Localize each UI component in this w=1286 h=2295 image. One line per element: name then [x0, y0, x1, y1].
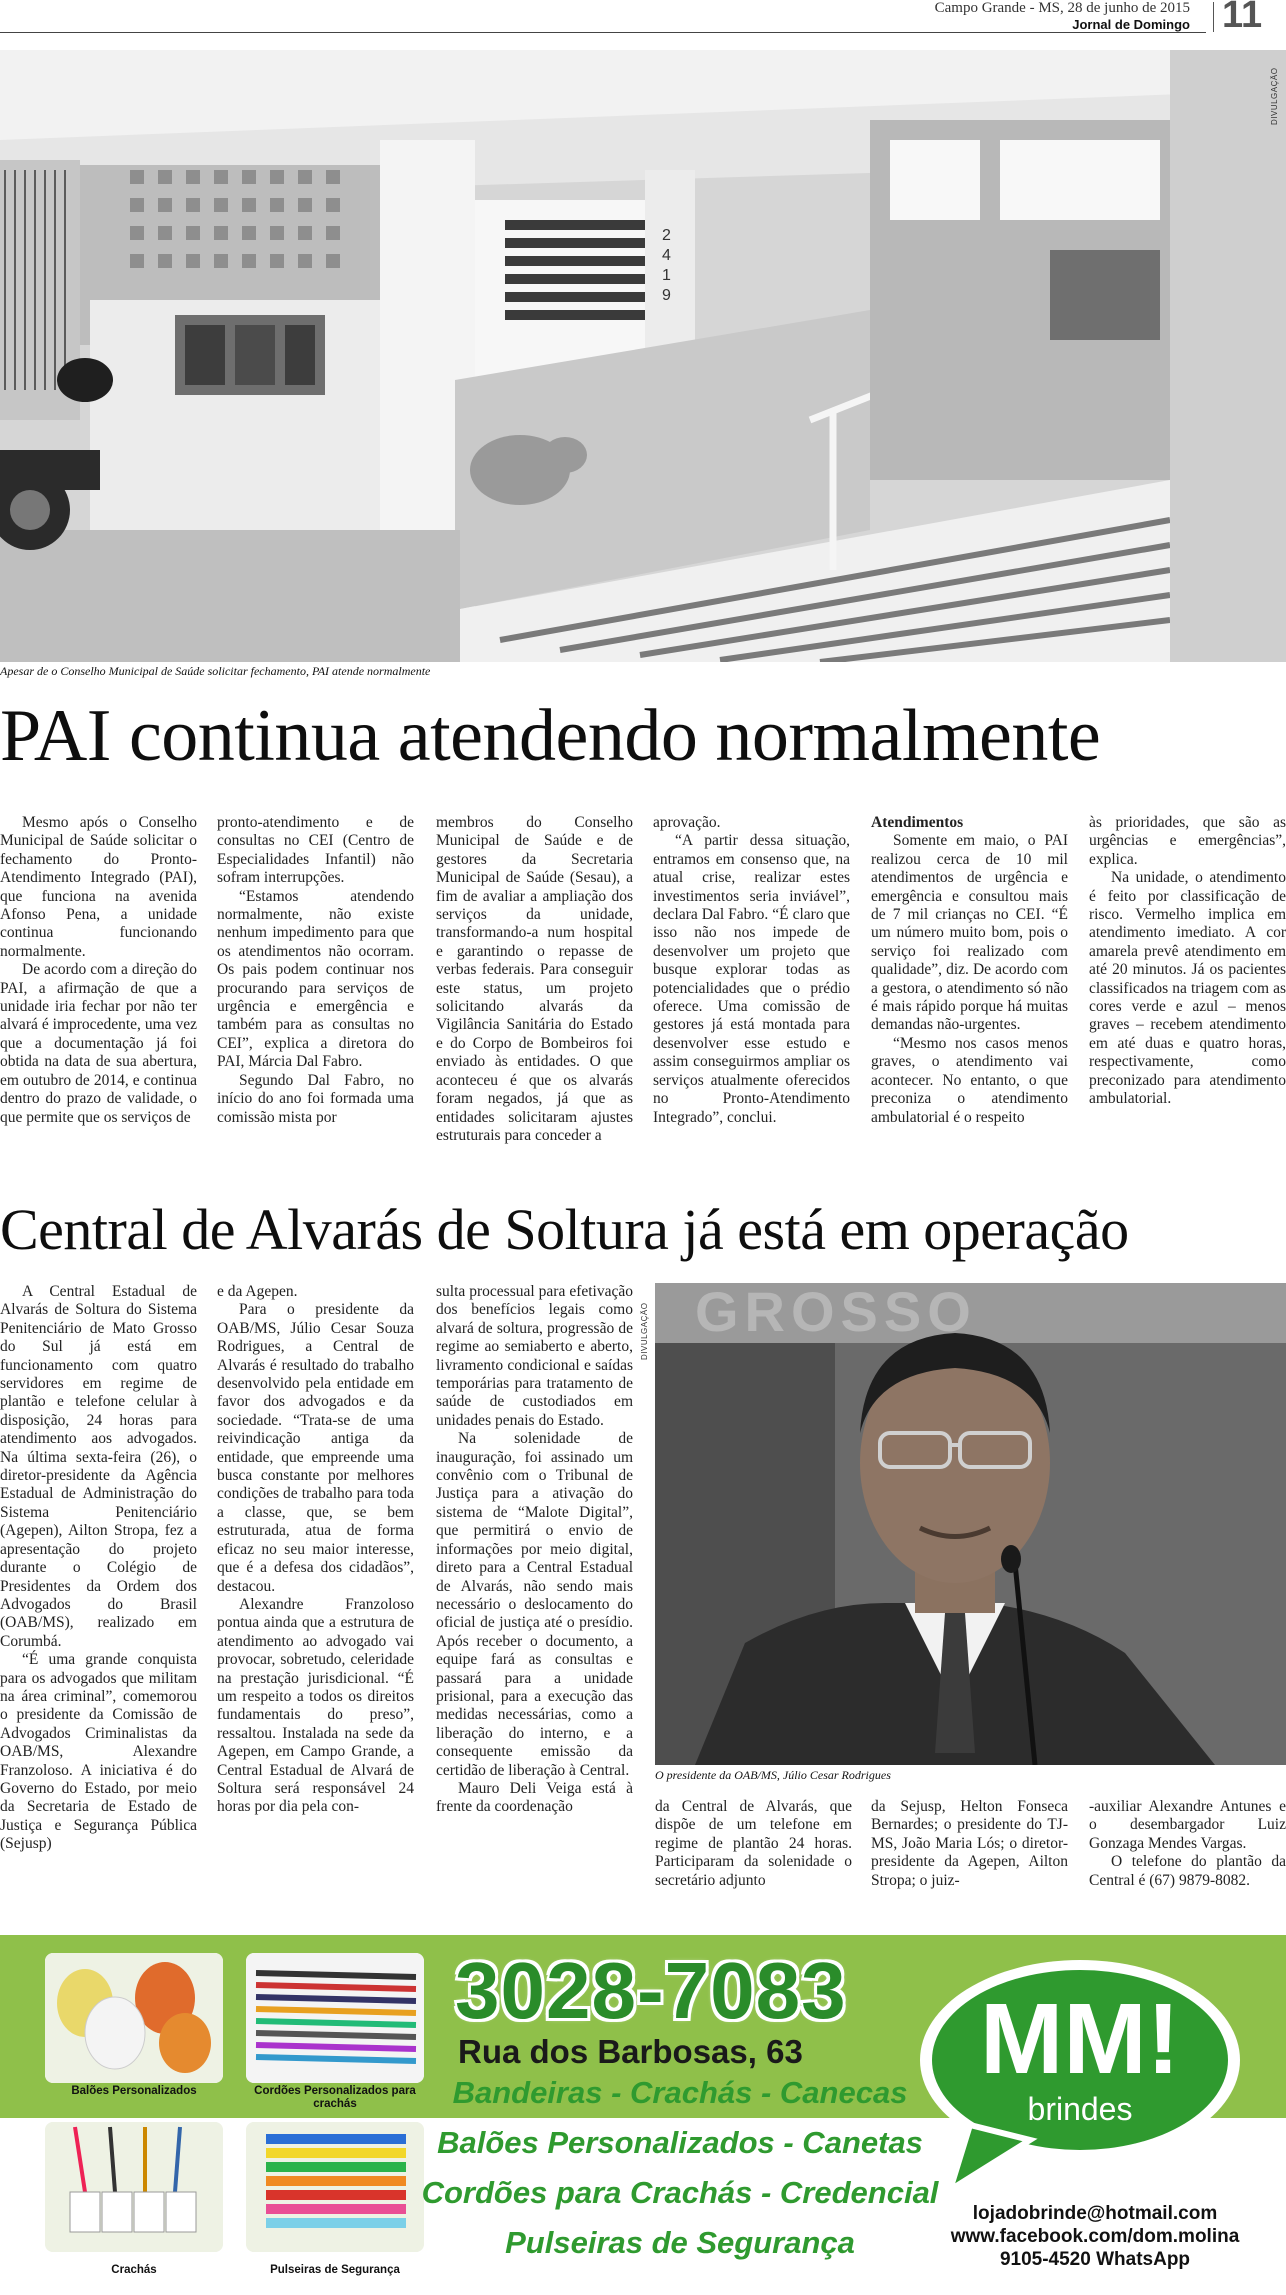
photo-oab-president	[655, 1283, 1286, 1765]
logo-text: MM!	[980, 1983, 1180, 2095]
photo2-caption: O presidente da OAB/MS, Júlio Cesar Rodrigues	[655, 1768, 891, 1782]
subhead-atendimentos: Atendimentos	[871, 814, 964, 831]
badges-image	[45, 2122, 223, 2252]
mm-brindes-logo	[915, 1955, 1245, 2200]
newspaper-name: Jornal de Domingo	[1072, 17, 1190, 32]
photo-pai-building	[0, 50, 1286, 662]
svg-text:1: 1	[662, 267, 671, 284]
wristbands-image	[246, 2122, 424, 2252]
article2-column-1: A Central Estadual de Alvarás de Soltura do Sistema Penitenciário de Mato Grosso do Sul já está em funcionamento com quatro servidores em regime de plantão e telefone celular à disposição, 24 horas para atendimento aos advogados. Na última sexta-feira (26), o diretor-presidente da Agência Estadual de Administração do Sistema Penitenciário (Agepen), Ailton Stropa, fez a apresentação do projeto durante o Colégio de Presidentes da Ordem dos Advogados do Brasil (OAB/MS), realizado em Corumbá. “É uma grande conquista para os advogados que militam na área criminal”, comemorou o presidente da Comissão de Advogados Criminalistas da OAB/MS, Alexandre Franzoloso. A iniciativa é do Governo do Estado, por meio da Secretaria de Estado de Justiça e Segurança Pública (Sejusp)	[0, 1283, 197, 1853]
ad-product-line-2: Balões Personalizados - Canetas	[437, 2125, 923, 2160]
article1-column-4: aprovação. “A partir dessa situação, entramos em consenso que, na atual crise, realizar estes investimentos seria inviável”, declara Dal Fabro. “É claro que isso não nos impede de desenvolver um projeto que busque explorar todas as potencialidades que o prédio oferece. Uma comissão de gestores já está montada para desenvolver esse estudo e assim conseguirmos ampliar os serviços atualmente oferecidos no Pronto-Atendimento Integrado”, conclui.	[653, 814, 850, 1126]
photo-credit: DIVULGAÇÃO	[1270, 67, 1279, 125]
balloons-image	[45, 1953, 223, 2083]
headline-pai: PAI continua atendendo normalmente	[0, 695, 1101, 777]
article1-column-5: Atendimentos Somente em maio, o PAI realizou cerca de 10 mil atendimentos de urgência e emergência e consultou mais de 7 mil crianças no CEI. “É um número muito bom, pois o serviço foi realizado com qualidade”, diz. De acordo com a gestora, o atendimento só não é mais rápido porque há muitas demandas não-urgentes. “Mesmo nos casos menos graves, o atendimento vai acontecer. No entanto, o que preconiza o atendimento ambulatorial é o respeito	[871, 814, 1068, 1126]
article2-column-2: e da Agepen. Para o presidente da OAB/MS, Júlio Cesar Souza Rodrigues, a Central de Alvarás é resultado do trabalho desenvolvido pela entidade em favor dos advogados e da sociedade. “Trata-se de uma reivindicação antiga da entidade, que empreende uma busca constante por melhores condições de trabalho para toda a classe, que, se bem estruturada, atua de forma eficaz no seu maior interesse, que é a defesa dos cidadãos”, destacou. Alexandre Franzoloso pontua ainda que a estrutura de atendimento ao advogado vai provocar, sobretudo, celeridade na prestação jurisdicional. “É um respeito a todos os direitos fundamentais do preso”, ressaltou. Instalada na sede da Agepen, em Campo Grande, a Central Estadual de Alvará de Soltura será responsável 24 horas por dia pela con-	[217, 1283, 414, 1816]
svg-text:9: 9	[662, 287, 671, 304]
thumb-label-baloes: Balões Personalizados	[71, 2085, 197, 2097]
thumb-label-pulseiras: Pulseiras de Segurança	[270, 2264, 400, 2276]
article1-column-2: pronto-atendimento e de consultas no CEI (Centro de Especialidades Infantil) não sofram interrupções. “Estamos atendendo normalmente, não existe nenhum impedimento para que os atendimentos não ocorram. Os pais podem continuar nos procurando para serviços de urgência e emergência e também para as consultas no CEI”, explica a diretora do PAI, Márcia Dal Fabro. Segundo Dal Fabro, no início do ano foi formada uma comissão mista por	[217, 814, 414, 1126]
photo-caption: Apesar de o Conselho Municipal de Saúde solicitar fechamento, PAI atende normalmente	[0, 664, 431, 678]
thumb-label-crachas: Crachás	[111, 2264, 157, 2276]
header-rule	[0, 32, 1206, 33]
ad-address: Rua dos Barbosas, 63	[458, 2033, 803, 2070]
thumb-label-cordoes: Cordões Personalizados para crachás	[254, 2085, 416, 2110]
ad-product-line-4: Pulseiras de Segurança	[505, 2225, 855, 2260]
article2-column-5: da Sejusp, Helton Fonseca Bernardes; o presidente do TJ-MS, João Maria Lós; o diretor-presidente da Agepen, Ailton Stropa; o juiz-	[871, 1798, 1068, 1889]
ad-whatsapp: 9105-4520 WhatsApp	[999, 2249, 1191, 2270]
headline-central-alvaras: Central de Alvarás de Soltura já está em operação	[0, 1197, 1129, 1262]
logo-subtext: brindes	[1027, 2091, 1133, 2127]
ad-phone-number: 3028-7083	[455, 1946, 847, 2035]
ad-facebook: www.facebook.com/dom.molina	[950, 2226, 1240, 2247]
article1-column-1: Mesmo após o Conselho Municipal de Saúde solicitar o fechamento do Pronto-Atendimento Integrado (PAI), que funciona na avenida Afonso Pena, a unidade continua funcionando normalmente. De acordo com a direção do PAI, a afirmação de que a unidade iria fechar por não ter alvará é improcedente, uma vez que a documentação já foi obtida na data de sua abertura, em outubro de 2014, e continua dentro do prazo de validade, o que permite que os serviços de	[0, 814, 197, 1126]
article1-column-3: membros do Conselho Municipal de Saúde e de gestores da Secretaria Municipal de Saúde (Sesau), a fim de avaliar a ampliação dos serviços da unidade, transformando-a num hospital e garantindo o repasse de verbas federais. Para conseguir este status, um projeto solicitando alvarás da Vigilância Sanitária do Estado e do Corpo de Bombeiros foi enviado às entidades. O que aconteceu é que os alvarás foram negados, já que as entidades solicitaram ajustes estruturais para conceder a	[436, 814, 633, 1144]
svg-text:4: 4	[662, 247, 671, 264]
header-date: Campo Grande - MS, 28 de junho de 2015	[934, 0, 1190, 16]
header-divider	[1213, 2, 1214, 32]
article2-column-6: -auxiliar Alexandre Antunes e o desembargador Luiz Gonzaga Mendes Vargas. O telefone do plantão da Central é (67) 9879-8082.	[1089, 1798, 1286, 1889]
page-number: 11	[1222, 0, 1263, 36]
ad-product-line-1: Bandeiras - Crachás - Canecas	[452, 2075, 908, 2110]
article2-column-4: da Central de Alvarás, que dispõe de um telefone em regime de plantão 24 horas. Participaram da solenidade o secretário adjunto	[655, 1798, 852, 1889]
photo2-credit: DIVULGAÇÃO	[640, 1302, 649, 1360]
advertisement-mm-brindes	[0, 1935, 1286, 2295]
svg-text:GROSSO: GROSSO	[695, 1283, 977, 1343]
ad-product-line-3: Cordões para Crachás - Credencial	[421, 2175, 939, 2210]
ad-email: lojadobrinde@hotmail.com	[972, 2203, 1218, 2224]
lanyards-image	[246, 1953, 424, 2083]
svg-text:2: 2	[662, 227, 671, 244]
article1-column-6: às prioridades, que são as urgências e emergências”, explica. Na unidade, o atendimento é feito por classificação de risco. Vermelho implica em atendimento imediato. A cor amarela prevê atendimento em até 20 minutos. Já os pacientes classificados na triagem com as cores verde e azul – menos graves – recebem atendimento em até duas e quatro horas, respectivamente, como preconizado para atendimento ambulatorial.	[1089, 814, 1286, 1108]
article2-column-3: sulta processual para efetivação dos benefícios legais como alvará de soltura, progressão de regime ao semiaberto e aberto, livramento condicional e saídas temporárias para tratamento de saúde de custodiados em unidades penais do Estado. Na solenidade de inauguração, foi assinado um convênio com o Tribunal de Justiça para a ativação do sistema de “Malote Digital”, que permitirá o envio de informações por meio digital, direto para a Central Estadual de Alvarás, não sendo mais necessário o deslocamento do oficial de justiça até o presídio. Após receber o documento, a equipe fará as consultas e passará para a unidade prisional, para a execução das medidas necessárias, como a liberação do interno, e a consequente emissão da certidão de liberação à Central. Mauro Deli Veiga está à frente da coordenação	[436, 1283, 633, 1816]
